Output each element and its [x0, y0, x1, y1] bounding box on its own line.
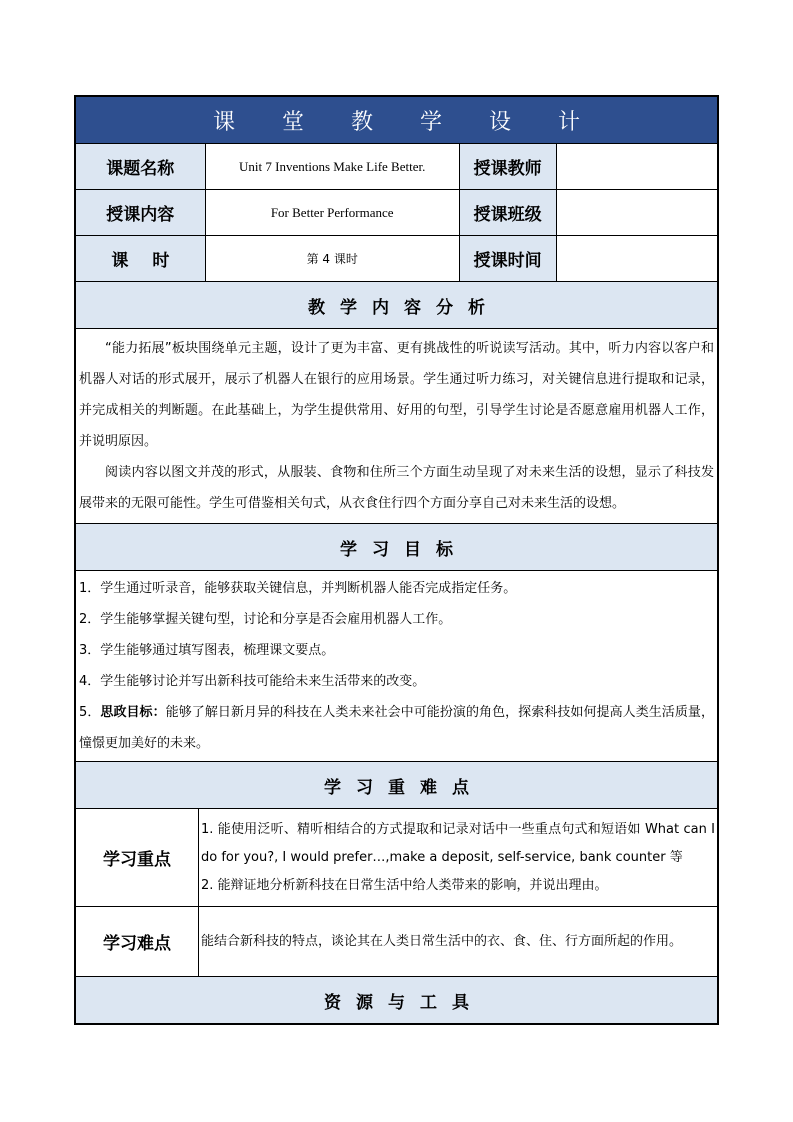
analysis-paragraph: 阅读内容以图文并茂的形式，从服装、食物和住所三个方面生动呈现了对未来生活的设想，显示了科技发展带来的无限可能性。学生可借鉴相关句式，从衣食住行四个方面分享自己对未来生活的设想。	[79, 465, 714, 511]
objectives-heading-row	[76, 523, 717, 570]
teacher-value	[556, 144, 718, 189]
keypoints-heading-row	[76, 761, 717, 808]
objective-5-number: 5．	[79, 705, 101, 720]
difficulty-label: 学习难点	[103, 934, 171, 954]
period-label: 课时	[76, 236, 205, 281]
info-row-period	[76, 235, 717, 281]
objective-item: 1．学生通过听录音，能够获取关键信息，并判断机器人能否完成指定任务。	[79, 581, 517, 596]
focus-row	[76, 808, 717, 906]
analysis-heading-row	[76, 281, 717, 328]
analysis-body	[76, 329, 717, 523]
time-label: 授课时间	[459, 236, 556, 281]
info-row-content	[76, 189, 717, 235]
objective-5-bold-label: 思政目标：	[100, 705, 166, 720]
analysis-paragraph: “能力拓展”板块围绕单元主题，设计了更为丰富、更有挑战性的听说读写活动。其中，听力内容以客户和机器人对话的形式展开，展示了机器人在银行的应用场景。学生通过听力练习，对关键信息进行提取和记录，并完成相关的判断题。在此基础上，为学生提供常用、好用的句型，引导学生讨论是否愿意雇用机器人工作，并说明原因。	[79, 341, 714, 449]
topic-value: Unit 7 Inventions Make Life Better.	[205, 144, 459, 189]
analysis-body-row	[76, 328, 717, 523]
resources-heading: 资源与工具	[76, 977, 717, 1023]
difficulty-text: 能结合新科技的特点，谈论其在人类日常生活中的衣、食、住、行方面所起的作用。	[201, 933, 683, 949]
keypoints-heading: 学习重难点	[76, 762, 717, 808]
analysis-heading: 教学内容分析	[76, 282, 717, 328]
lesson-plan-table	[74, 95, 719, 1025]
objective-item: 2．学生能够掌握关键句型，讨论和分享是否会雇用机器人工作。	[79, 612, 452, 627]
resources-heading-row	[76, 976, 717, 1023]
content-label: 授课内容	[76, 190, 205, 235]
objective-5-text: 能够了解日新月异的科技在人类未来社会中可能扮演的角色，探索科技如何提高人类生活质量，憧憬更加美好的未来。	[79, 705, 714, 751]
objectives-list	[76, 571, 717, 761]
objective-item: 4．学生能够讨论并写出新科技可能给未来生活带来的改变。	[79, 674, 426, 689]
objective-item: 3．学生能够通过填写图表，梳理课文要点。	[79, 643, 335, 658]
difficulty-row	[76, 906, 717, 976]
focus-label: 学习重点	[103, 850, 171, 870]
content-value: For Better Performance	[205, 190, 459, 235]
period-value: 第 4 课时	[205, 236, 459, 281]
objectives-body-row	[76, 570, 717, 761]
class-label: 授课班级	[459, 190, 556, 235]
info-row-topic	[76, 143, 717, 189]
title-row	[76, 97, 717, 143]
class-value	[556, 190, 718, 235]
objective-item-5	[79, 697, 714, 759]
page-title: 课 堂 教 学 设 计	[76, 97, 717, 143]
difficulty-content	[198, 907, 717, 976]
objectives-heading: 学习目标	[76, 524, 717, 570]
teacher-label: 授课教师	[459, 144, 556, 189]
focus-content	[198, 809, 717, 906]
topic-label: 课题名称	[76, 144, 205, 189]
time-value	[556, 236, 717, 281]
focus-line-2: 2. 能辩证地分析新科技在日常生活中给人类带来的影响，并说出理由。	[201, 877, 608, 893]
focus-line-1: 1. 能使用泛听、精听相结合的方式提取和记录对话中一些重点句式和短语如 What can I do for you?, I would prefer…,make a deposit, self-service, bank counter 等	[201, 821, 715, 865]
